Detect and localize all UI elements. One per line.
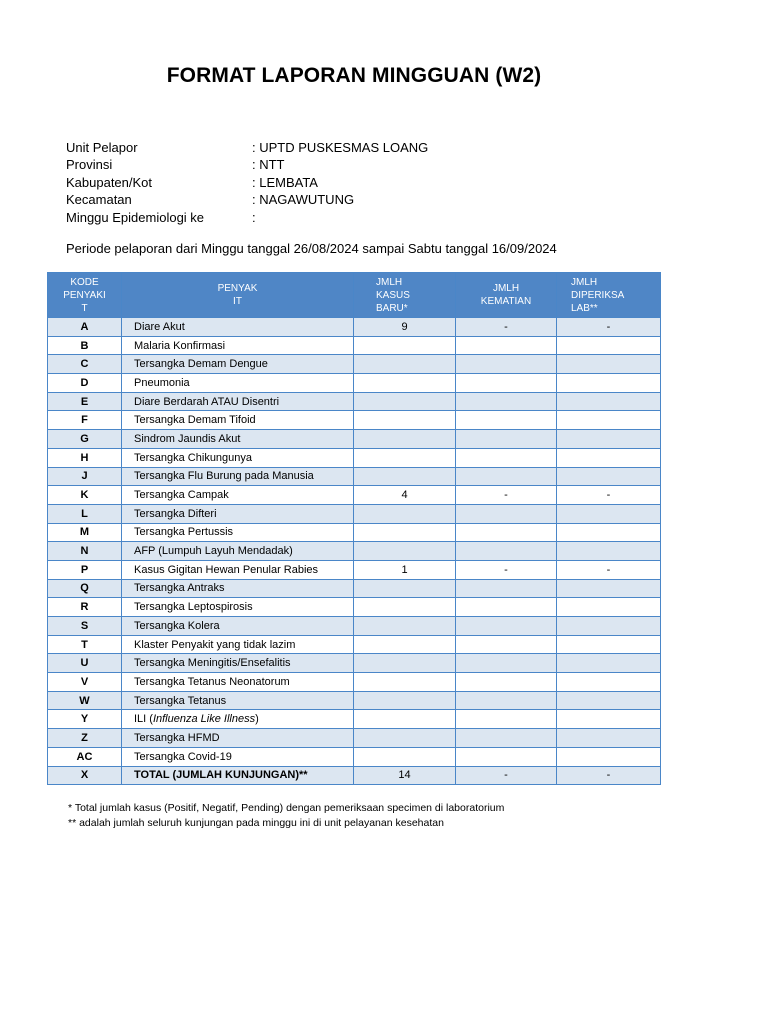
- header-line: T: [81, 302, 88, 314]
- table-row: [48, 430, 661, 449]
- lab-cell: [557, 654, 661, 673]
- disease-code: B: [48, 336, 122, 355]
- kasus-baru-cell: [354, 579, 456, 598]
- table-row: [48, 374, 661, 393]
- table-row: [48, 598, 661, 617]
- lab-cell: [557, 430, 661, 449]
- info-value: : LEMBATA: [252, 174, 318, 190]
- disease-name: Kasus Gigitan Hewan Penular Rabies: [122, 560, 354, 579]
- kasus-baru-cell: [354, 729, 456, 748]
- kematian-cell: [456, 523, 557, 542]
- kasus-baru-cell: [354, 504, 456, 523]
- header-penyakit: [122, 273, 354, 318]
- disease-name: Tersangka Covid-19: [122, 747, 354, 766]
- lab-cell: [557, 579, 661, 598]
- lab-cell: -: [557, 766, 661, 785]
- disease-code: U: [48, 654, 122, 673]
- lab-cell: -: [557, 318, 661, 337]
- disease-code: N: [48, 542, 122, 561]
- lab-cell: [557, 710, 661, 729]
- kasus-baru-cell: [354, 336, 456, 355]
- disease-name: ILI (Influenza Like Illness): [122, 710, 354, 729]
- lab-cell: [557, 374, 661, 393]
- footnote: * Total jumlah kasus (Positif, Negatif, Pending) dengan pemeriksaan specimen di laboratorium: [68, 802, 505, 814]
- info-row: [66, 174, 428, 191]
- info-value: : NAGAWUTUNG: [252, 192, 355, 208]
- info-row: [66, 139, 428, 156]
- header-line: LAB**: [571, 302, 598, 314]
- kasus-baru-cell: [354, 374, 456, 393]
- table-row: [48, 392, 661, 411]
- lab-cell: [557, 448, 661, 467]
- table-row: [48, 654, 661, 673]
- kasus-baru-cell: [354, 467, 456, 486]
- table-row: [48, 691, 661, 710]
- disease-code: E: [48, 392, 122, 411]
- table-row: [48, 504, 661, 523]
- kasus-baru-cell: [354, 542, 456, 561]
- disease-code: M: [48, 523, 122, 542]
- table-row: [48, 486, 661, 505]
- disease-code: T: [48, 635, 122, 654]
- kasus-baru-cell: 1: [354, 560, 456, 579]
- lab-cell: [557, 729, 661, 748]
- kasus-baru-cell: [354, 710, 456, 729]
- kematian-cell: -: [456, 766, 557, 785]
- header-line: IT: [233, 296, 242, 307]
- kematian-cell: -: [456, 560, 557, 579]
- lab-cell: -: [557, 560, 661, 579]
- table-row: [48, 579, 661, 598]
- kematian-cell: [456, 430, 557, 449]
- report-title: FORMAT LAPORAN MINGGUAN (W2): [166, 64, 542, 87]
- kematian-cell: [456, 355, 557, 374]
- info-label: Minggu Epidemiologi ke: [66, 209, 205, 225]
- disease-name: Tersangka HFMD: [122, 729, 354, 748]
- info-row: [66, 156, 428, 173]
- table-header-row: [48, 273, 661, 318]
- lab-cell: [557, 392, 661, 411]
- kematian-cell: [456, 542, 557, 561]
- kasus-baru-cell: [354, 654, 456, 673]
- lab-cell: [557, 411, 661, 430]
- lab-cell: [557, 617, 661, 636]
- kasus-baru-cell: [354, 430, 456, 449]
- disease-name: Tersangka Tetanus: [122, 691, 354, 710]
- table-row: [48, 635, 661, 654]
- disease-code: S: [48, 617, 122, 636]
- lab-cell: [557, 523, 661, 542]
- disease-code: F: [48, 411, 122, 430]
- table-row: [48, 336, 661, 355]
- report-info: [66, 139, 428, 226]
- table-row: [48, 355, 661, 374]
- info-value: : NTT: [252, 157, 285, 173]
- disease-name: Tersangka Leptospirosis: [122, 598, 354, 617]
- lab-cell: [557, 747, 661, 766]
- kasus-baru-cell: 14: [354, 766, 456, 785]
- header-line: PENYAK: [217, 283, 258, 294]
- kasus-baru-cell: [354, 673, 456, 692]
- info-label: Unit Pelapor: [66, 140, 138, 155]
- kasus-baru-cell: [354, 523, 456, 542]
- info-label: Provinsi: [66, 157, 113, 173]
- disease-name: Malaria Konfirmasi: [122, 336, 354, 355]
- kematian-cell: -: [456, 486, 557, 505]
- disease-name: Tersangka Tetanus Neonatorum: [122, 673, 354, 692]
- kasus-baru-cell: [354, 598, 456, 617]
- disease-name: AFP (Lumpuh Layuh Mendadak): [122, 542, 354, 561]
- lab-cell: [557, 598, 661, 617]
- info-label: Kabupaten/Kot: [66, 174, 153, 190]
- header-line: KASUS: [376, 289, 410, 301]
- kematian-cell: [456, 392, 557, 411]
- table-body: [48, 318, 661, 785]
- kasus-baru-cell: [354, 691, 456, 710]
- header-line: KODE: [70, 276, 99, 288]
- disease-code: P: [48, 560, 122, 579]
- footnotes: [68, 801, 504, 830]
- kematian-cell: [456, 747, 557, 766]
- header-line: JMLH: [492, 283, 520, 294]
- lab-cell: [557, 542, 661, 561]
- disease-code: J: [48, 467, 122, 486]
- table-row: [48, 523, 661, 542]
- header-lab: [557, 273, 661, 318]
- kematian-cell: [456, 579, 557, 598]
- disease-name: Tersangka Difteri: [122, 504, 354, 523]
- disease-name: Diare Akut: [122, 318, 354, 337]
- kematian-cell: [456, 598, 557, 617]
- disease-code: H: [48, 448, 122, 467]
- disease-code: Y: [48, 710, 122, 729]
- reporting-period: Periode pelaporan dari Minggu tanggal 26/08/2024 sampai Sabtu tanggal 16/09/2024: [66, 241, 557, 256]
- disease-code: Q: [48, 579, 122, 598]
- header-line: JMLH: [376, 276, 403, 288]
- disease-name: Pneumonia: [122, 374, 354, 393]
- table-row: [48, 560, 661, 579]
- kasus-baru-cell: [354, 448, 456, 467]
- disease-code: C: [48, 355, 122, 374]
- info-row: [66, 191, 428, 208]
- header-kode: [48, 273, 122, 318]
- table-row: [48, 747, 661, 766]
- kasus-baru-cell: 9: [354, 318, 456, 337]
- disease-report-table: [47, 272, 661, 785]
- lab-cell: [557, 504, 661, 523]
- table-row: [48, 673, 661, 692]
- kasus-baru-cell: [354, 355, 456, 374]
- disease-name: Tersangka Campak: [122, 486, 354, 505]
- disease-code: AC: [48, 747, 122, 766]
- disease-name: Tersangka Demam Dengue: [122, 355, 354, 374]
- kematian-cell: [456, 411, 557, 430]
- header-kasus: [354, 273, 456, 318]
- kematian-cell: [456, 635, 557, 654]
- header-line: BARU*: [376, 302, 408, 314]
- disease-code: K: [48, 486, 122, 505]
- disease-code: X: [48, 766, 122, 785]
- lab-cell: [557, 673, 661, 692]
- disease-code: A: [48, 318, 122, 337]
- disease-name: Tersangka Flu Burung pada Manusia: [122, 467, 354, 486]
- info-value: :: [252, 209, 256, 225]
- kasus-baru-cell: [354, 411, 456, 430]
- footnote: ** adalah jumlah seluruh kunjungan pada minggu ini di unit pelayanan kesehatan: [68, 816, 444, 829]
- table-row: [48, 729, 661, 748]
- table-row: [48, 411, 661, 430]
- disease-name: Sindrom Jaundis Akut: [122, 430, 354, 449]
- kematian-cell: [456, 448, 557, 467]
- kematian-cell: [456, 467, 557, 486]
- info-label: Kecamatan: [66, 192, 132, 208]
- kasus-baru-cell: [354, 635, 456, 654]
- table-row: [48, 448, 661, 467]
- disease-name: Tersangka Demam Tifoid: [122, 411, 354, 430]
- lab-cell: -: [557, 486, 661, 505]
- disease-name: Klaster Penyakit yang tidak lazim: [122, 635, 354, 654]
- disease-code: Z: [48, 729, 122, 748]
- kematian-cell: [456, 374, 557, 393]
- disease-name: Tersangka Chikungunya: [122, 448, 354, 467]
- header-kematian: [456, 273, 557, 318]
- kematian-cell: [456, 654, 557, 673]
- disease-name: Tersangka Antraks: [122, 579, 354, 598]
- lab-cell: [557, 635, 661, 654]
- table-row: [48, 318, 661, 337]
- disease-code: V: [48, 673, 122, 692]
- table-row: [48, 766, 661, 785]
- table-row: [48, 617, 661, 636]
- kasus-baru-cell: [354, 617, 456, 636]
- disease-code: G: [48, 430, 122, 449]
- info-row: [66, 209, 428, 226]
- table-row: [48, 542, 661, 561]
- table-row: [48, 467, 661, 486]
- kematian-cell: [456, 504, 557, 523]
- kematian-cell: -: [456, 318, 557, 337]
- disease-code: W: [48, 691, 122, 710]
- header-line: DIPERIKSA: [571, 289, 625, 301]
- kematian-cell: [456, 336, 557, 355]
- disease-code: D: [48, 374, 122, 393]
- disease-code: R: [48, 598, 122, 617]
- kematian-cell: [456, 673, 557, 692]
- kasus-baru-cell: [354, 747, 456, 766]
- lab-cell: [557, 467, 661, 486]
- table-row: [48, 710, 661, 729]
- disease-name: Diare Berdarah ATAU Disentri: [122, 392, 354, 411]
- header-line: KEMATIAN: [480, 296, 532, 307]
- disease-code: L: [48, 504, 122, 523]
- disease-name: TOTAL (JUMLAH KUNJUNGAN)**: [122, 766, 354, 785]
- kematian-cell: [456, 617, 557, 636]
- info-value: : UPTD PUSKESMAS LOANG: [252, 140, 429, 155]
- kasus-baru-cell: 4: [354, 486, 456, 505]
- kematian-cell: [456, 710, 557, 729]
- lab-cell: [557, 355, 661, 374]
- lab-cell: [557, 336, 661, 355]
- header-line: PENYAKI: [63, 289, 106, 301]
- kasus-baru-cell: [354, 392, 456, 411]
- disease-name: Tersangka Kolera: [122, 617, 354, 636]
- kematian-cell: [456, 729, 557, 748]
- header-line: JMLH: [571, 276, 598, 288]
- kematian-cell: [456, 691, 557, 710]
- disease-name: Tersangka Meningitis/Ensefalitis: [122, 654, 354, 673]
- lab-cell: [557, 691, 661, 710]
- disease-name: Tersangka Pertussis: [122, 523, 354, 542]
